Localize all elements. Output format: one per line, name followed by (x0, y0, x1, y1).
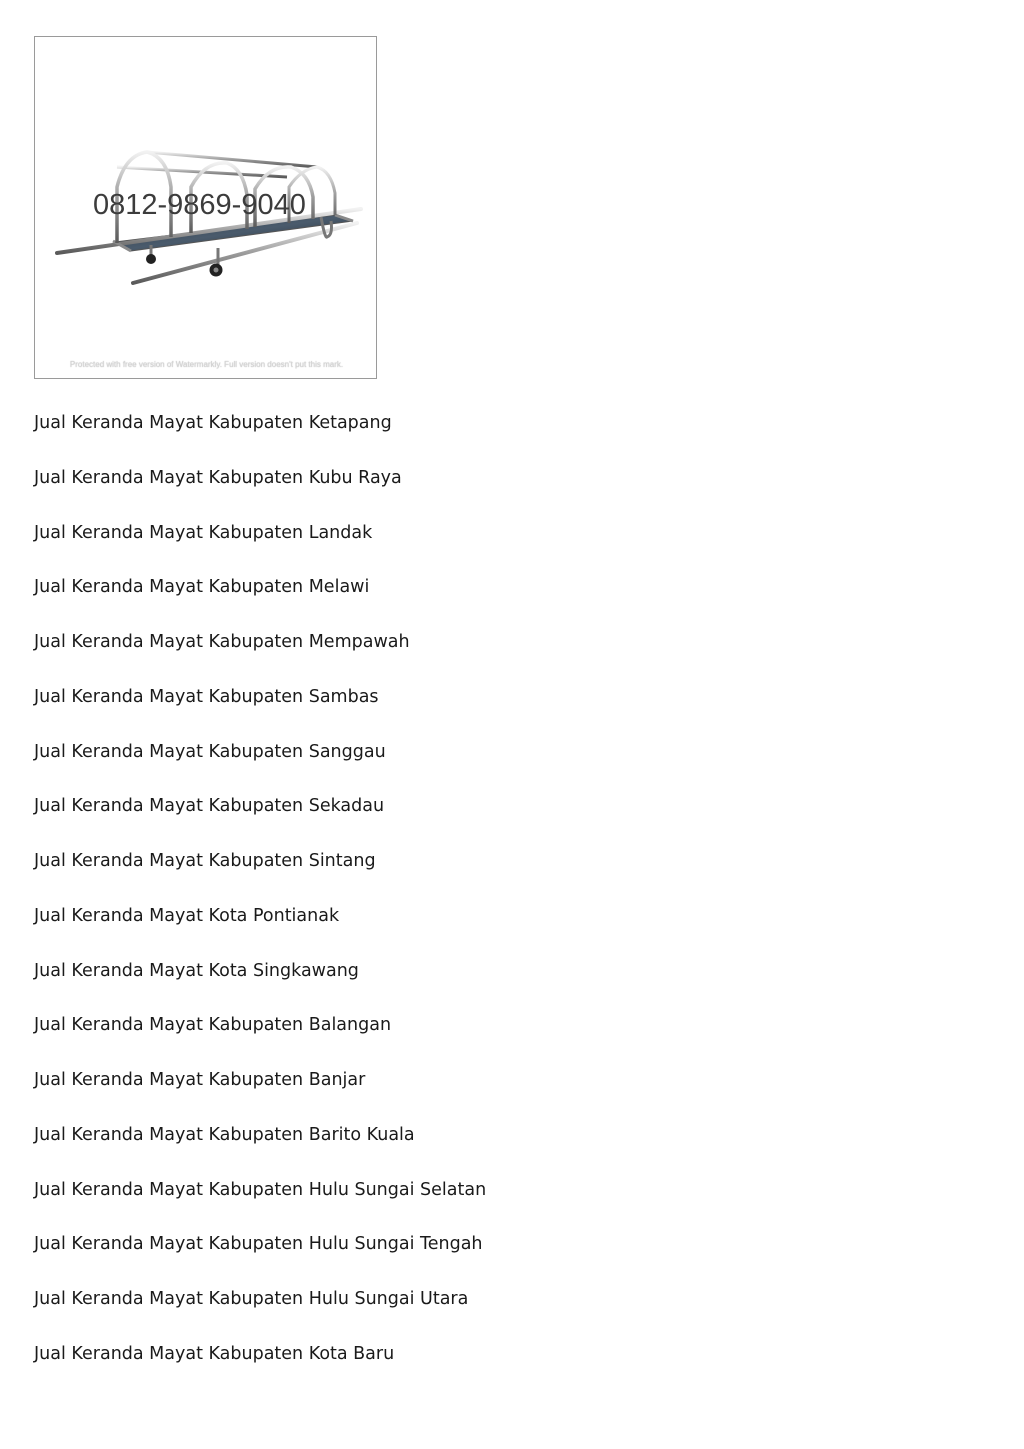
list-item[interactable]: Jual Keranda Mayat Kabupaten Sintang (34, 851, 376, 871)
list-item[interactable]: Jual Keranda Mayat Kabupaten Banjar (34, 1070, 366, 1090)
list-item[interactable]: Jual Keranda Mayat Kabupaten Kota Baru (34, 1343, 395, 1364)
list-item[interactable]: Jual Keranda Mayat Kabupaten Balangan (34, 1015, 392, 1036)
list-item[interactable]: Jual Keranda Mayat Kabupaten Hulu Sungai Selatan (34, 1179, 487, 1200)
credit-watermark: Protected with free version of Watermarkly. Full version doesn't put this mark. (69, 360, 344, 369)
list-item[interactable]: Jual Keranda Mayat Kabupaten Ketapang (34, 413, 392, 433)
phone-watermark: 0812-9869-9040 (93, 189, 306, 221)
list-item[interactable]: Jual Keranda Mayat Kota Singkawang (34, 960, 359, 981)
list-item[interactable]: Jual Keranda Mayat Kabupaten Sekadau (34, 796, 385, 817)
list-item[interactable]: Jual Keranda Mayat Kabupaten Hulu Sungai Tengah (34, 1234, 483, 1255)
list-item[interactable]: Jual Keranda Mayat Kabupaten Barito Kuala (34, 1124, 415, 1145)
list-item[interactable]: Jual Keranda Mayat Kabupaten Sambas (34, 686, 379, 707)
list-item[interactable]: Jual Keranda Mayat Kabupaten Melawi (34, 577, 370, 598)
list-item[interactable]: Jual Keranda Mayat Kabupaten Hulu Sungai Utara (34, 1289, 469, 1309)
list-item[interactable]: Jual Keranda Mayat Kota Pontianak (34, 905, 340, 926)
list-item[interactable]: Jual Keranda Mayat Kabupaten Mempawah (34, 632, 410, 652)
list-item[interactable]: Jual Keranda Mayat Kabupaten Sanggau (34, 741, 386, 762)
product-image (34, 36, 377, 379)
list-item[interactable]: Jual Keranda Mayat Kabupaten Landak (34, 522, 373, 543)
list-item[interactable]: Jual Keranda Mayat Kabupaten Kubu Raya (34, 467, 402, 488)
link-list (34, 409, 486, 1395)
